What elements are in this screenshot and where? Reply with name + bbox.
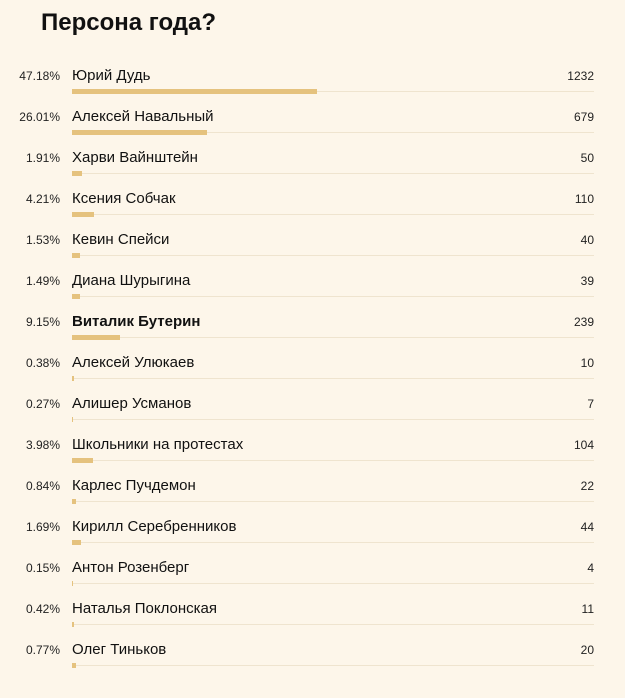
option-name: Олег Тиньков: [72, 641, 167, 658]
option-bar: [72, 622, 74, 627]
option-bar: [72, 171, 82, 176]
option-name: Юрий Дудь: [72, 67, 151, 84]
option-percent: 0.42%: [25, 602, 60, 616]
option-bar: [72, 417, 73, 422]
row-divider: [72, 255, 594, 256]
poll-option[interactable]: [0, 344, 625, 385]
row-divider: [72, 665, 594, 666]
option-percent: 1.49%: [25, 274, 60, 288]
option-percent: 26.01%: [19, 110, 60, 124]
option-bar: [72, 335, 120, 340]
poll-options: [0, 57, 625, 672]
option-bar: [72, 663, 76, 668]
option-name: Алексей Улюкаев: [72, 354, 195, 371]
option-votes: 40: [580, 233, 594, 247]
poll-option[interactable]: [0, 180, 625, 221]
row-divider: [72, 542, 594, 543]
row-divider: [72, 378, 594, 379]
row-divider: [72, 214, 594, 215]
poll-option[interactable]: [0, 98, 625, 139]
option-votes: 4: [587, 561, 594, 575]
option-votes: 679: [573, 110, 594, 124]
option-name: Карлес Пучдемон: [72, 477, 196, 494]
row-divider: [72, 501, 594, 502]
option-name: Алишер Усманов: [72, 395, 192, 412]
option-votes: 7: [587, 397, 594, 411]
option-percent: 1.69%: [25, 520, 60, 534]
option-votes: 110: [574, 192, 594, 206]
poll-option[interactable]: [0, 303, 625, 344]
poll-option[interactable]: [0, 590, 625, 631]
option-percent: 0.15%: [25, 561, 60, 575]
poll-option[interactable]: [0, 426, 625, 467]
option-name: Кевин Спейси: [72, 231, 170, 248]
poll-option[interactable]: [0, 385, 625, 426]
option-bar: [72, 458, 93, 463]
poll-title: Персона года?: [41, 9, 217, 36]
option-name: Ксения Собчак: [72, 190, 176, 207]
row-divider: [72, 173, 594, 174]
option-bar: [72, 130, 207, 135]
poll-option[interactable]: [0, 631, 625, 672]
option-votes: 44: [580, 520, 594, 534]
option-bar: [72, 294, 80, 299]
option-bar: [72, 540, 81, 545]
option-percent: 4.21%: [25, 192, 60, 206]
option-name: Кирилл Серебренников: [72, 518, 237, 535]
row-divider: [72, 624, 594, 625]
option-bar: [72, 499, 76, 504]
option-name: Харви Вайнштейн: [72, 149, 198, 166]
row-divider: [72, 583, 594, 584]
poll-option[interactable]: [0, 508, 625, 549]
option-percent: 47.18%: [19, 69, 60, 83]
option-votes: 22: [580, 479, 594, 493]
poll-option[interactable]: [0, 221, 625, 262]
poll-option[interactable]: [0, 549, 625, 590]
option-votes: 39: [580, 274, 594, 288]
option-percent: 3.98%: [25, 438, 60, 452]
row-divider: [72, 296, 594, 297]
option-bar: [72, 212, 94, 217]
option-percent: 9.15%: [25, 315, 60, 329]
poll-option[interactable]: [0, 467, 625, 508]
option-votes: 11: [581, 602, 594, 616]
option-percent: 0.77%: [25, 643, 60, 657]
poll-option[interactable]: [0, 57, 625, 98]
row-divider: [72, 419, 594, 420]
option-bar: [72, 89, 317, 94]
option-percent: 0.38%: [25, 356, 60, 370]
option-percent: 1.53%: [25, 233, 60, 247]
poll-option[interactable]: [0, 262, 625, 303]
option-name: Виталик Бутерин: [72, 313, 201, 330]
option-votes: 20: [580, 643, 594, 657]
row-divider: [72, 337, 594, 338]
option-name: Алексей Навальный: [72, 108, 214, 125]
option-votes: 239: [573, 315, 594, 329]
option-percent: 0.84%: [25, 479, 60, 493]
option-percent: 1.91%: [25, 151, 60, 165]
option-votes: 104: [573, 438, 594, 452]
option-votes: 10: [580, 356, 594, 370]
option-bar: [72, 581, 73, 586]
option-percent: 0.27%: [25, 397, 60, 411]
option-bar: [72, 253, 80, 258]
option-votes: 1232: [567, 69, 594, 83]
option-name: Школьники на протестах: [72, 436, 244, 453]
poll-option[interactable]: [0, 139, 625, 180]
option-bar: [72, 376, 74, 381]
option-name: Наталья Поклонская: [72, 600, 218, 617]
option-name: Антон Розенберг: [72, 559, 190, 576]
option-name: Диана Шурыгина: [72, 272, 191, 289]
option-votes: 50: [580, 151, 594, 165]
row-divider: [72, 460, 594, 461]
